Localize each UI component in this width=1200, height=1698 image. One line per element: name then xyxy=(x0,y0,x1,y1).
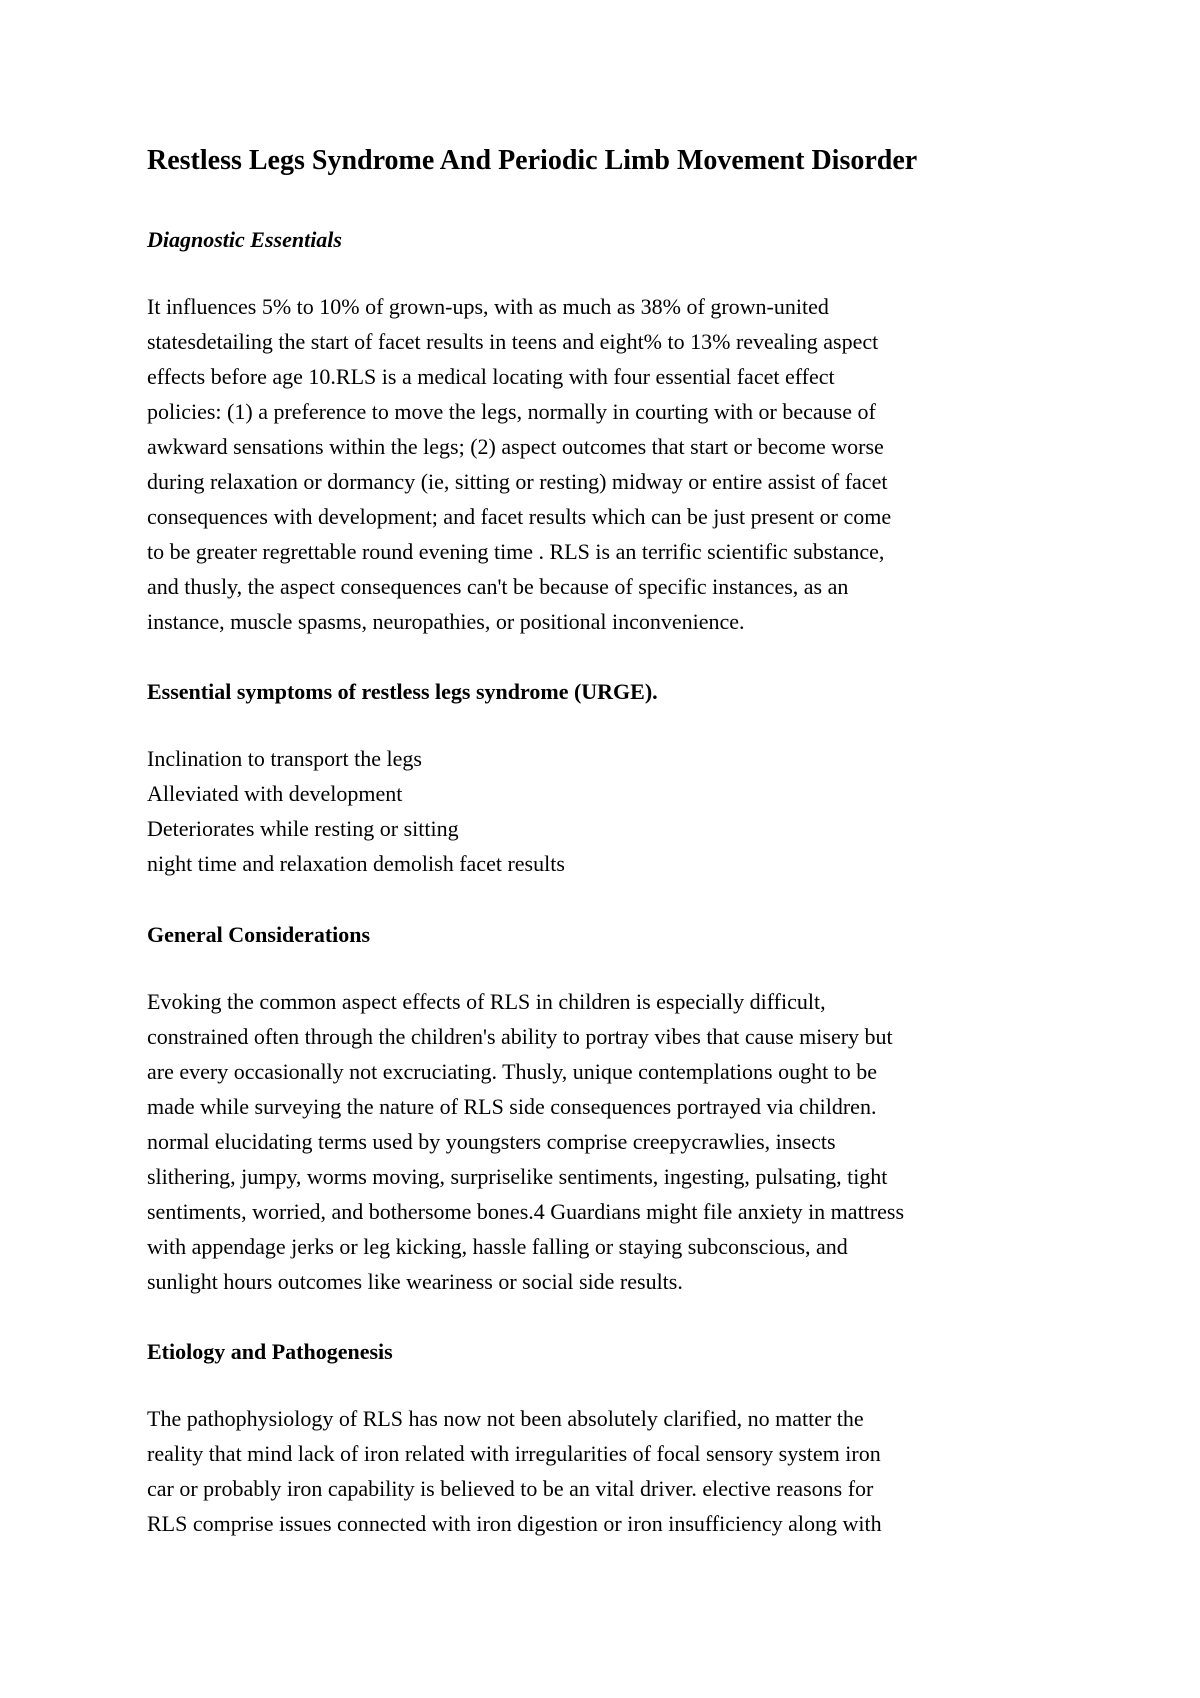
text-line: policies: (1) a preference to move the legs, normally in courting with or because of xyxy=(147,399,876,424)
symptom-item: Deteriorates while resting or sitting xyxy=(147,816,459,841)
symptom-item: Alleviated with development xyxy=(147,781,403,806)
text-line: reality that mind lack of iron related with irregularities of focal sensory system iron xyxy=(147,1441,881,1466)
text-line: to be greater regrettable round evening time . RLS is an terrific scientific substance, xyxy=(147,539,885,564)
text-line: normal elucidating terms used by youngsters comprise creepycrawlies, insects xyxy=(147,1129,836,1154)
text-line: awkward sensations within the legs; (2) aspect outcomes that start or become worse xyxy=(147,434,884,459)
text-line: RLS comprise issues connected with iron digestion or iron insufficiency along with xyxy=(147,1511,882,1536)
text-line: slithering, jumpy, worms moving, surpriselike sentiments, ingesting, pulsating, tight xyxy=(147,1164,888,1189)
section-heading-essential-symptoms: Essential symptoms of restless legs syndrome (URGE). xyxy=(147,679,658,704)
text-line: with appendage jerks or leg kicking, hassle falling or staying subconscious, and xyxy=(147,1234,848,1259)
text-line: Evoking the common aspect effects of RLS in children is especially difficult, xyxy=(147,989,826,1014)
document-title: Restless Legs Syndrome And Periodic Limb Movement Disorder xyxy=(147,145,918,176)
paragraph-general-considerations xyxy=(147,984,904,1299)
symptom-item: night time and relaxation demolish facet results xyxy=(147,851,565,876)
text-line: during relaxation or dormancy (ie, sitting or resting) midway or entire assist of facet xyxy=(147,469,888,494)
list-essential-symptoms xyxy=(147,741,565,881)
text-line: consequences with development; and facet results which can be just present or come xyxy=(147,504,892,529)
section-heading-general-considerations: General Considerations xyxy=(147,922,371,947)
text-line: and thusly, the aspect consequences can't be because of specific instances, as an xyxy=(147,574,849,599)
text-line: The pathophysiology of RLS has now not been absolutely clarified, no matter the xyxy=(147,1406,864,1431)
text-line: made while surveying the nature of RLS side consequences portrayed via children. xyxy=(147,1094,877,1119)
text-line: sunlight hours outcomes like weariness or social side results. xyxy=(147,1269,683,1294)
symptom-item: Inclination to transport the legs xyxy=(147,746,422,771)
text-line: car or probably iron capability is believed to be an vital driver. elective reasons for xyxy=(147,1476,874,1501)
text-line: sentiments, worried, and bothersome bones.4 Guardians might file anxiety in mattress xyxy=(147,1199,905,1224)
text-line: It influences 5% to 10% of grown-ups, with as much as 38% of grown-united xyxy=(147,294,829,319)
text-line: are every occasionally not excruciating. Thusly, unique contemplations ought to be xyxy=(147,1059,878,1084)
section-heading-etiology: Etiology and Pathogenesis xyxy=(147,1339,393,1364)
section-heading-diagnostic-essentials: Diagnostic Essentials xyxy=(147,227,342,252)
paragraph-diagnostic-essentials xyxy=(147,289,891,639)
text-line: effects before age 10.RLS is a medical locating with four essential facet effect xyxy=(147,364,835,389)
text-line: instance, muscle spasms, neuropathies, or positional inconvenience. xyxy=(147,609,745,634)
text-line: constrained often through the children's ability to portray vibes that cause misery but xyxy=(147,1024,893,1049)
text-line: statesdetailing the start of facet results in teens and eight% to 13% revealing aspect xyxy=(147,329,879,354)
paragraph-etiology xyxy=(147,1401,882,1541)
